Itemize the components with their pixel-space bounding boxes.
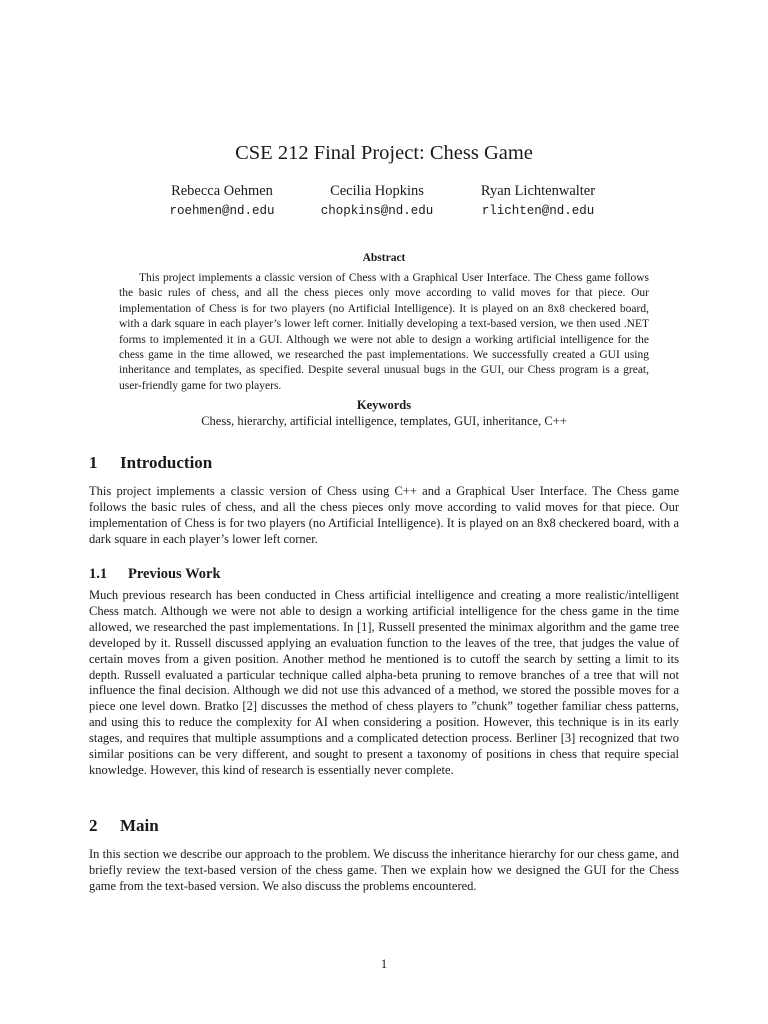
section-heading-main <box>89 815 679 837</box>
abstract-heading: Abstract <box>362 252 406 264</box>
author-email: roehmen@nd.edu <box>169 204 275 218</box>
main-paragraph: In this section we describe our approach to the problem. We discuss the inheritance hierarchy for our chess game, and briefly review the text-based version of the chess game. Then we explain how we designed the GUI for the Chess game from the text-based version. We also discuss the problems encountered. <box>89 847 679 893</box>
keywords-heading: Keywords <box>356 398 412 412</box>
paper-title: CSE 212 Final Project: Chess Game <box>235 142 533 164</box>
author-email: rlichten@nd.edu <box>481 204 595 218</box>
author-name: Rebecca Oehmen <box>171 183 273 199</box>
subsection-heading-previous-work <box>89 565 679 583</box>
author-name: Cecilia Hopkins <box>330 183 424 199</box>
section-number: 2 <box>89 816 98 835</box>
section-title: Main <box>120 816 159 835</box>
section-number: 1.1 <box>89 566 108 582</box>
introduction-paragraph: This project implements a classic version of Chess using C++ and a Graphical User Interface. The Chess game follows the basic rules of chess, and all the chess pieces only move according to valid moves for that piece. Our implementation of Chess is for two players (no Artificial Intelligence). It is played on an 8x8 checkered board, with a dark square in each player’s lower left corner. <box>89 484 679 546</box>
section-title: Previous Work <box>128 566 221 582</box>
author-email: chopkins@nd.edu <box>320 204 434 218</box>
section-title: Introduction <box>120 453 213 472</box>
author-3 <box>448 182 628 220</box>
keywords-text: Chess, hierarchy, artificial intelligence, templates, GUI, inheritance, C++ <box>201 414 567 428</box>
section-number: 1 <box>89 453 98 472</box>
abstract-text: This project implements a classic version of Chess with a Graphical User Interface. The Chess game follows the basic rules of chess, and all the chess pieces only move according to valid moves for that piece. Our implementation of Chess is for two players (no Artificial Intelligence). It is played on an 8x8 checkered board, with a dark square in each player’s lower left corner. Initially developing a text-based version, we then used .NET forms to implemented it in a GUI. Although we were not able to design a working artificial intelligence for the chess game in the time allowed, we researched the past implementations. We successfully created a GUI using inheritance and templates, as specified. Despite several unusual bugs in the GUI, our Chess program is a great, user-friendly game for two players. <box>119 272 649 392</box>
page-number: 1 <box>380 957 388 971</box>
section-heading-introduction <box>89 452 679 474</box>
author-block <box>0 182 768 222</box>
previous-work-paragraph: Much previous research has been conducted in Chess artificial intelligence and creating a more realistic/intelligent Chess match. Although we were not able to design a working artificial intelligence for the chess game in the time allowed, we researched the past implementations. In [1], Russell presented the minimax algorithm and the game tree developed by it. Russell discussed applying an evaluation function to the leaves of the tree, that judges the value of certain moves from a given position. Another method he mentioned is to cutoff the search by setting a limit to its depth. Russell evaluated a particular technique called alpha-beta pruning to remove branches of a tree that will not influence the final decision. Although we did not use this advanced of a method, we stored the possible moves for a piece one level down. Bratko [2] discusses the method of chess players to ”chunk” together familiar chess patterns, and using this to reduce the complexity for AI when considering a position. However, this technique is in its early stages, and requires that multiple assumptions and a complicated detection process. Berliner [3] recognized that two similar positions can be very different, and sought to present a taxonomy of positions in chess that require special knowledge. However, this kind of research is essentially never complete. <box>89 588 679 777</box>
author-2 <box>287 182 467 220</box>
author-1 <box>132 182 312 220</box>
author-name: Ryan Lichtenwalter <box>480 183 596 199</box>
